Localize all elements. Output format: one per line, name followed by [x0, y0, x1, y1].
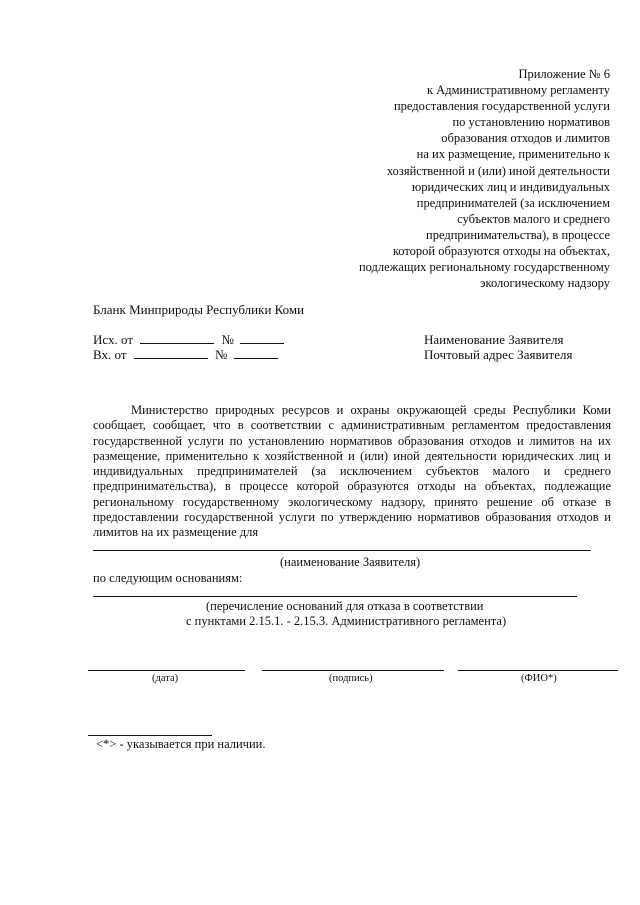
appendix-line: на их размещение, применительно к [416, 147, 610, 162]
appendix-line: предпринимательства), в процессе [426, 227, 610, 242]
number-sign: № [221, 332, 234, 347]
applicant-field-caption: (наименование Заявителя) [280, 555, 421, 569]
appendix-line: по установлению нормативов [452, 115, 610, 130]
outgoing-reference [93, 332, 284, 348]
letterhead-label: Бланк Минприроды Республики Коми [93, 302, 305, 317]
appendix-line: которой образуются отходы на объектах, [392, 244, 610, 259]
number-sign: № [215, 347, 228, 362]
appendix-line: предоставления государственной услуги [393, 99, 610, 114]
appendix-line: подлежащих региональному государственному [358, 260, 610, 275]
applicant-field-line [93, 550, 591, 551]
decision-text: Министерство природных ресурсов и охраны окружающей среды Республики Коми сообщает, сообщает, что в соответствии с административным регламентом предоставления государственной услуги по установлению нормативов образования отходов и лимитов на их размещение, применительно к хозяйственной и (или) иной деятельности юридических лиц и индивидуальных предпринимателей (за исключением субъектов малого и среднего предпринимательства), в процессе которой образуются отходы на объектах, подлежащие региональному государственному экологическому надзору, принято решение об отказе в предоставлении государственной услуги по утверждению нормативов образования отходов и лимитов на их размещение для [93, 403, 611, 540]
decision-paragraph [93, 403, 611, 541]
incoming-label: Вх. от [93, 347, 127, 362]
outgoing-date-blank [140, 332, 214, 344]
appendix-line: хозяйственной и (или) иной деятельности [386, 163, 610, 178]
applicant-address-label: Почтовый адрес Заявителя [424, 347, 573, 362]
grounds-caption-line1: (перечисление оснований для отказа в соответствии [206, 599, 484, 613]
date-caption: (дата) [152, 673, 179, 684]
appendix-line: к Административному регламенту [426, 83, 610, 98]
signature-caption: (подпись) [329, 673, 373, 684]
incoming-date-blank [134, 347, 208, 359]
applicant-name-label: Наименование Заявителя [424, 332, 564, 347]
grounds-label: по следующим основаниям: [93, 571, 243, 585]
appendix-line: юридических лиц и индивидуальных [411, 179, 610, 194]
grounds-field-line [93, 596, 577, 597]
incoming-number-blank [234, 347, 278, 359]
incoming-reference [93, 347, 278, 363]
signature-line [262, 670, 444, 671]
outgoing-label: Исх. от [93, 332, 133, 347]
appendix-line: экологическому надзору [480, 276, 610, 291]
outgoing-number-blank [240, 332, 284, 344]
appendix-line: Приложение № 6 [518, 67, 610, 81]
appendix-line: субъектов малого и среднего [457, 211, 610, 226]
appendix-line: предпринимателей (за исключением [416, 195, 610, 210]
footnote-separator [88, 735, 212, 736]
grounds-caption-line2: с пунктами 2.15.1. - 2.15.3. Административного регламента) [186, 614, 507, 628]
name-line [458, 670, 618, 671]
appendix-header [310, 66, 610, 291]
appendix-line: образования отходов и лимитов [441, 131, 610, 146]
date-line [88, 670, 245, 671]
footnote-text: <*> - указывается при наличии. [96, 737, 266, 751]
name-caption: (ФИО*) [521, 673, 557, 684]
